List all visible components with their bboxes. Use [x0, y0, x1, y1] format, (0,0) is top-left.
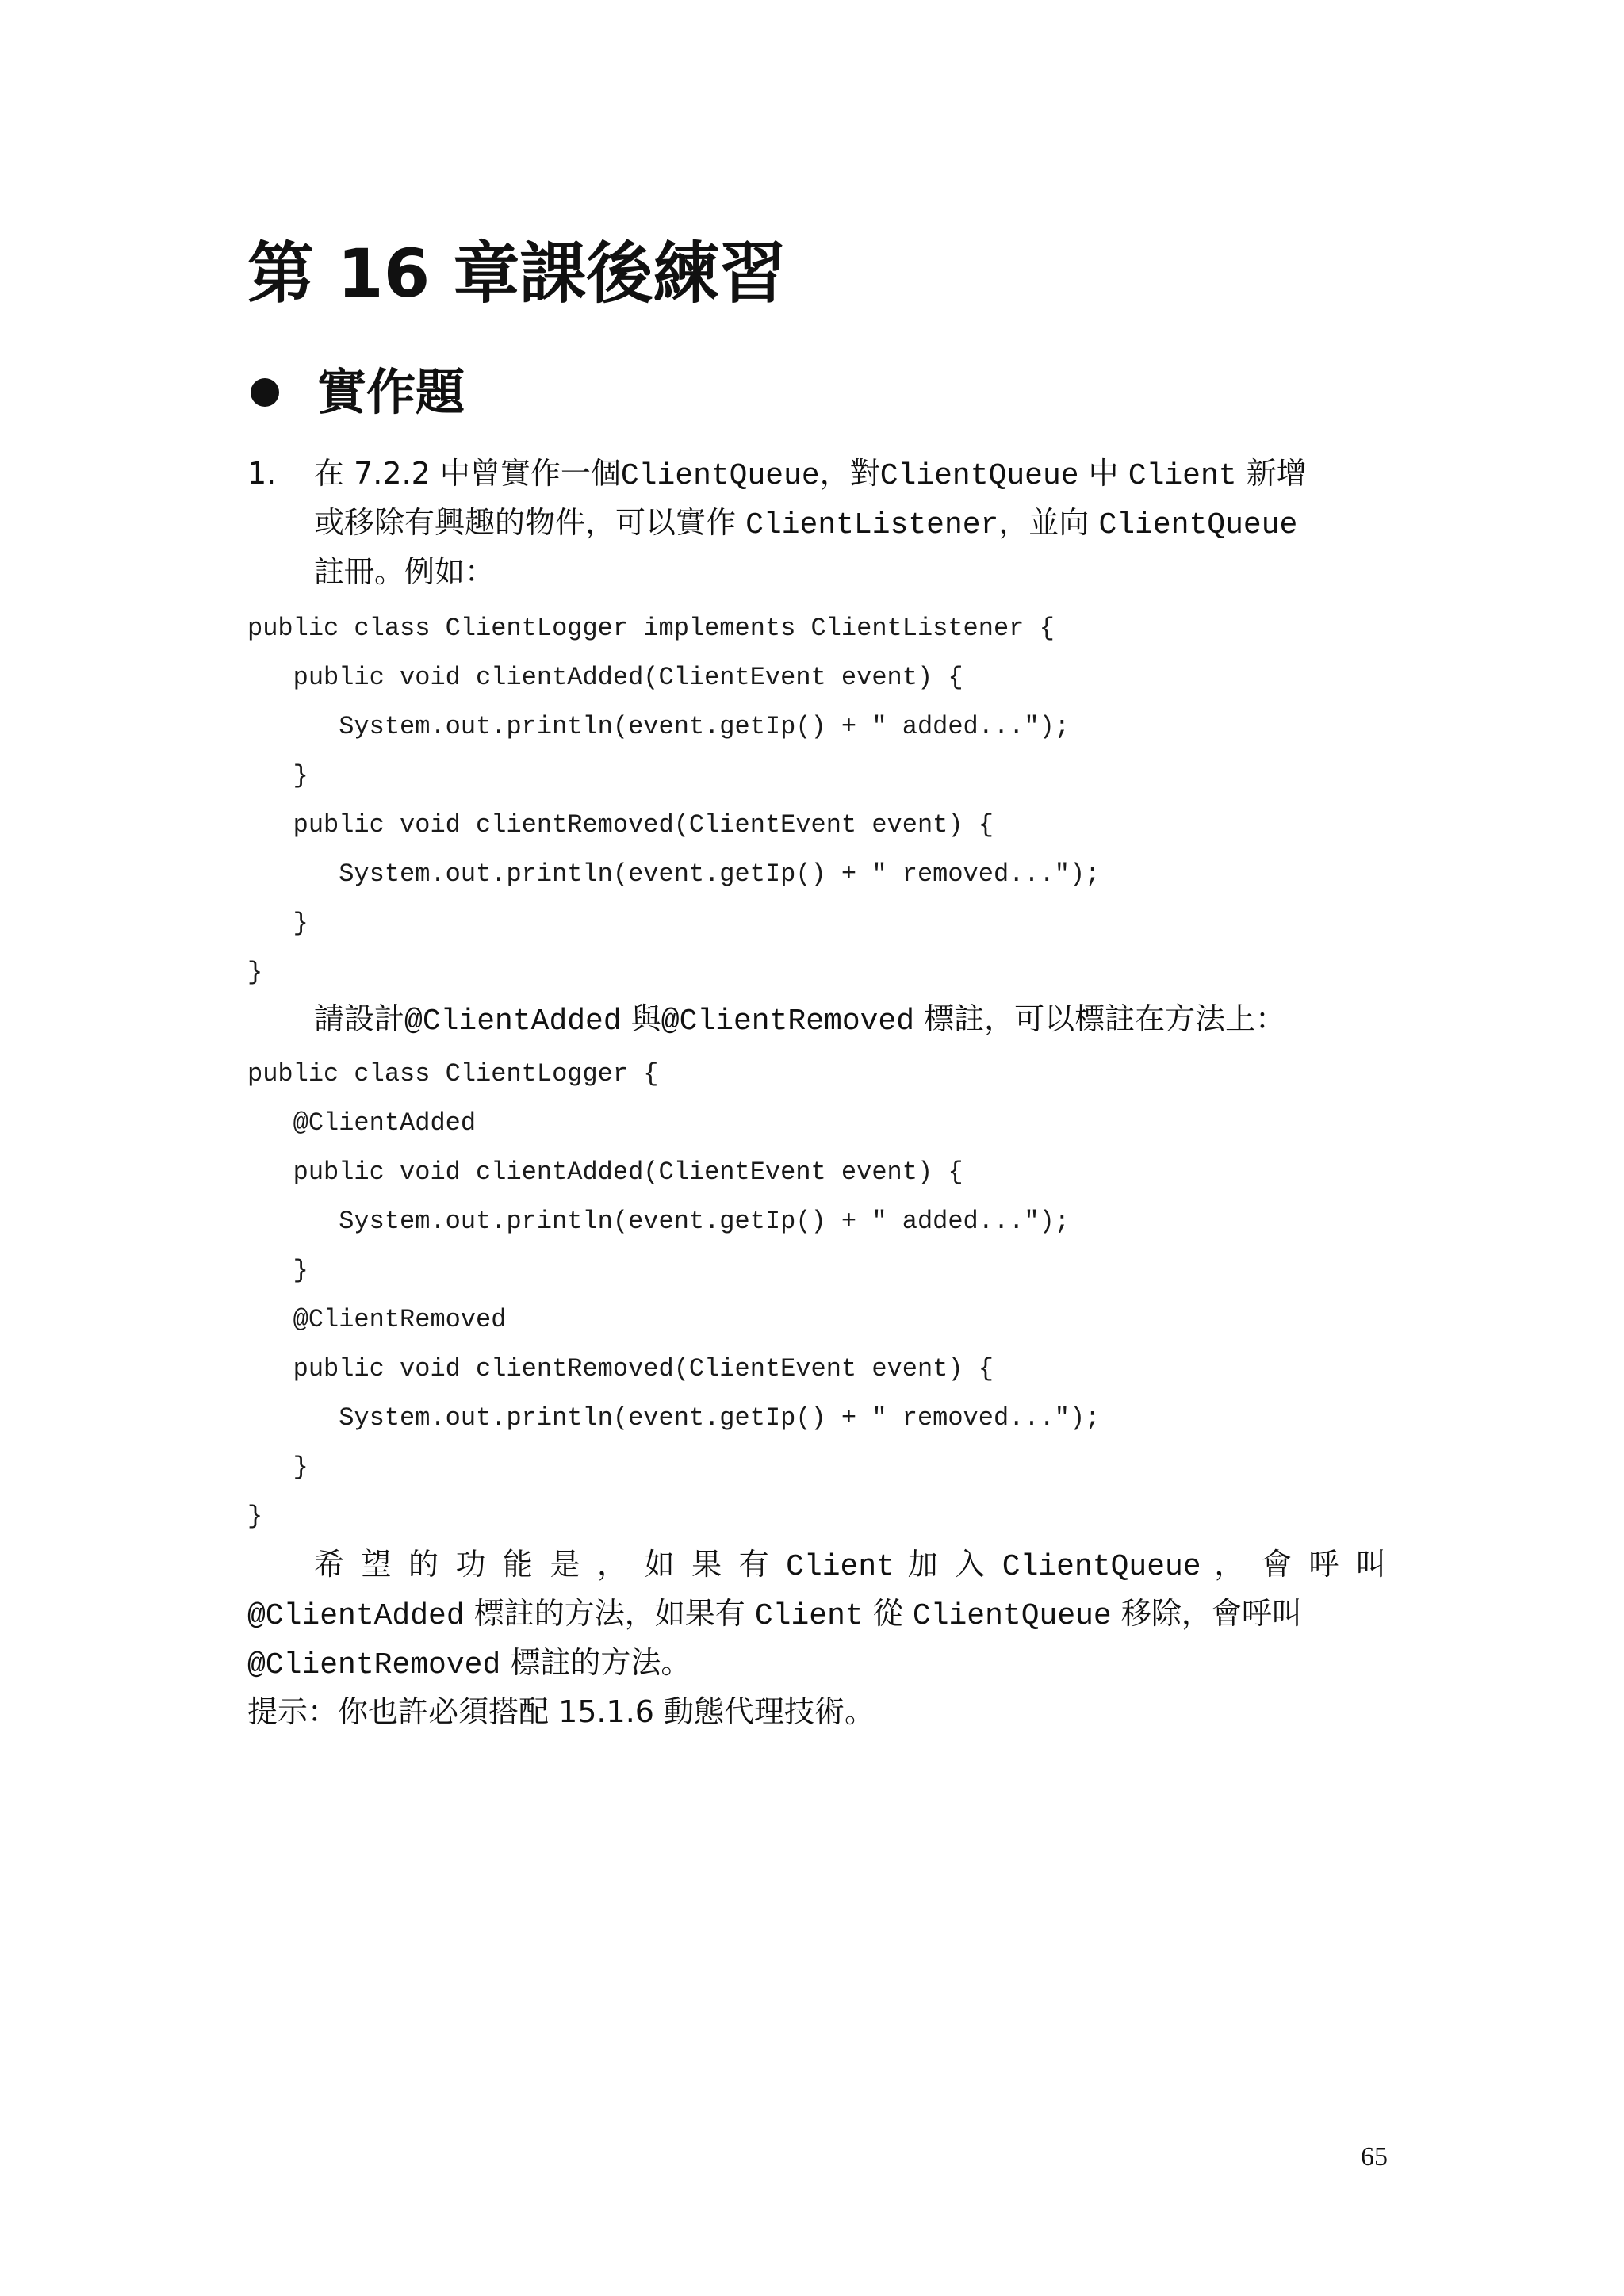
code-term: ClientQueue [620, 459, 820, 493]
code-line: System.out.println(event.getIp() + " removed..."); [247, 1403, 1101, 1433]
code-term: @ClientRemoved [661, 1004, 915, 1039]
item1-line-1 [314, 449, 1307, 501]
text-run: 中 [1088, 456, 1119, 491]
code-line: public void clientRemoved(ClientEvent event) { [247, 1354, 994, 1383]
section-heading-text: 實作題 [317, 363, 465, 421]
code-line: public void clientAdded(ClientEvent event) { [247, 663, 963, 692]
item1-line-2 [314, 498, 1297, 550]
code-line: } [247, 761, 308, 790]
text-run: 與 [630, 1001, 661, 1036]
code-line: public void clientRemoved(ClientEvent event) { [247, 810, 994, 840]
paragraph-expected-line-2 [247, 1589, 1302, 1641]
code-line: public class ClientLogger { [247, 1059, 659, 1089]
code-line: public class ClientLogger implements ClientListener { [247, 614, 1055, 643]
code-line: public void clientAdded(ClientEvent event) { [247, 1158, 963, 1187]
code-line: @ClientAdded [247, 1108, 477, 1138]
text-run: 請設計 [314, 1001, 405, 1036]
section-heading [247, 357, 465, 428]
text-run: 標註，可以標註在方法上： [924, 1001, 1286, 1036]
code-line: @ClientRemoved [247, 1305, 507, 1334]
bullet-icon [251, 378, 279, 407]
text-run: 在 7.2.2 中曾實作一個 [314, 456, 621, 491]
page-number: 65 [1361, 2142, 1388, 2172]
hint-text: 提示：你也許必須搭配 15.1.6 動態代理技術。 [247, 1694, 875, 1729]
code-term: ClientQueue [912, 1599, 1112, 1633]
text-run: 或移除有興趣的物件，可以實作 [314, 505, 737, 540]
code-term: @ClientAdded [247, 1599, 465, 1633]
code-line: System.out.println(event.getIp() + " added..."); [247, 712, 1070, 741]
item1-line-3: 註冊。例如： [314, 554, 496, 589]
code-line: } [247, 958, 263, 987]
text-run: 新增 [1246, 456, 1307, 491]
text-run: 加 入 [907, 1547, 989, 1582]
item-number: 1. [247, 456, 277, 491]
code-line: } [247, 1256, 308, 1285]
text-run: ， 會 呼 叫 [1214, 1547, 1386, 1582]
code-term: @ClientRemoved [247, 1648, 501, 1682]
code-term: Client [1128, 459, 1237, 493]
code-line: } [247, 1452, 308, 1482]
code-line: System.out.println(event.getIp() + " added..."); [247, 1207, 1070, 1236]
text-run: 希 望 的 功 能 是 ， 如 果 有 [314, 1547, 773, 1582]
text-run: 標註的方法。 [510, 1645, 691, 1680]
code-line: System.out.println(event.getIp() + " removed..."); [247, 859, 1101, 889]
code-term: Client [754, 1599, 864, 1633]
code-term: @ClientAdded [404, 1004, 622, 1039]
text-run: ，並向 [998, 505, 1090, 540]
code-term: ClientQueue [1098, 508, 1298, 542]
code-term: ClientListener [745, 508, 999, 542]
code-line: } [247, 909, 308, 938]
text-run: 移除，會呼叫 [1120, 1596, 1302, 1631]
code-term: Client [786, 1550, 894, 1584]
code-term: ClientQueue [879, 459, 1079, 493]
text-run: ，對 [819, 456, 880, 491]
text-run: 標註的方法，如果有 [473, 1596, 745, 1631]
chapter-title: 第 16 章課後練習 [247, 235, 787, 312]
paragraph-expected-line-1 [314, 1540, 1386, 1592]
paragraph-expected-line-3 [247, 1638, 691, 1690]
code-term: ClientQueue [1002, 1550, 1201, 1584]
text-run: 從 [872, 1596, 903, 1631]
paragraph-annotations [314, 994, 1285, 1047]
code-line: } [247, 1502, 263, 1531]
